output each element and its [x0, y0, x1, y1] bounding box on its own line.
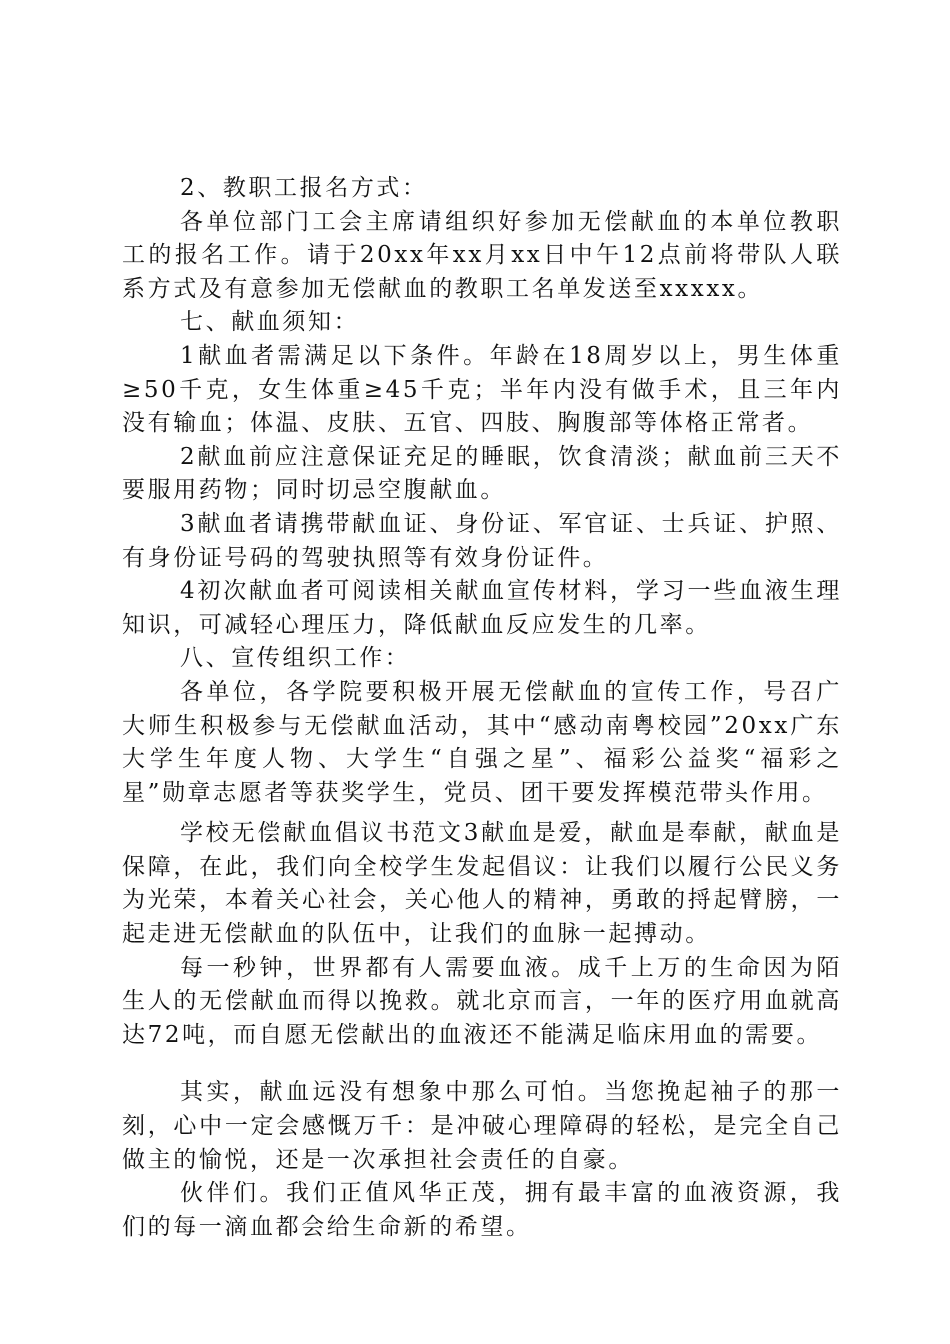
paragraph-notice-1: 1献血者需满足以下条件。年龄在18周岁以上，男生体重≥50千克，女生体重≥45千克；半年内没有做手术，且三年内没有输血；体温、皮肤、五官、四肢、胸腹部等体格正常者。: [122, 342, 842, 437]
paragraph-not-scary: 其实，献血远没有想象中那么可怕。当您挽起袖子的那一刻，心中一定会感慨万千：是冲破心理障碍的轻松，是完全自己做主的愉悦，还是一次承担社会责任的自豪。: [122, 1079, 842, 1173]
document-body: [122, 172, 842, 1244]
paragraph-proposal-intro: 学校无偿献血倡议书范文3献血是爱，献血是奉献，献血是保障，在此，我们向全校学生发起倡议：让我们以履行公民义务为光荣，本着关心社会，关心他人的精神，勇敢的捋起臂膀，一起走进无偿献血的队伍中，让我们的血脉一起搏动。: [122, 820, 842, 948]
section-heading-donation-notice: 七、献血须知：: [180, 309, 360, 336]
section-heading-publicity: 八、宣传组织工作：: [180, 645, 411, 672]
paragraph-registration-details: 各单位部门工会主席请组织好参加无偿献血的本单位教职工的报名工作。请于20xx年xx月xx日中午12点前将带队人联系方式及有意参加无偿献血的教职工名单发送至xxxxx。: [122, 208, 842, 302]
paragraph-partners: 伙伴们。我们正值风华正茂，拥有最丰富的血液资源，我们的每一滴血都会给生命新的希望。: [122, 1180, 842, 1240]
paragraph-notice-4: 4初次献血者可阅读相关献血宣传材料，学习一些血液生理知识，可减轻心理压力，降低献血反应发生的几率。: [122, 578, 842, 638]
section-heading-registration: 2、教职工报名方式：: [180, 175, 428, 201]
paragraph-notice-3: 3献血者请携带献血证、身份证、军官证、士兵证、护照、有身份证号码的驾驶执照等有效身份证件。: [122, 510, 842, 571]
paragraph-every-second: 每一秒钟，世界都有人需要血液。成千上万的生命因为陌生人的无偿献血而得以挽救。就北京而言，一年的医疗用血就高达72吨，而自愿无偿献出的血液还不能满足临床用血的需要。: [122, 954, 842, 1048]
paragraph-notice-2: 2献血前应注意保证充足的睡眠，饮食清淡；献血前三天不要服用药物；同时切忌空腹献血。: [122, 443, 842, 504]
paragraph-publicity: 各单位，各学院要积极开展无偿献血的宣传工作，号召广大师生积极参与无偿献血活动，其中“感动南粤校园”20xx广东大学生年度人物、大学生“自强之星”、福彩公益奖“福彩之星”勋章志愿者等获奖学生，党员、团干要发挥模范带头作用。: [122, 678, 842, 806]
